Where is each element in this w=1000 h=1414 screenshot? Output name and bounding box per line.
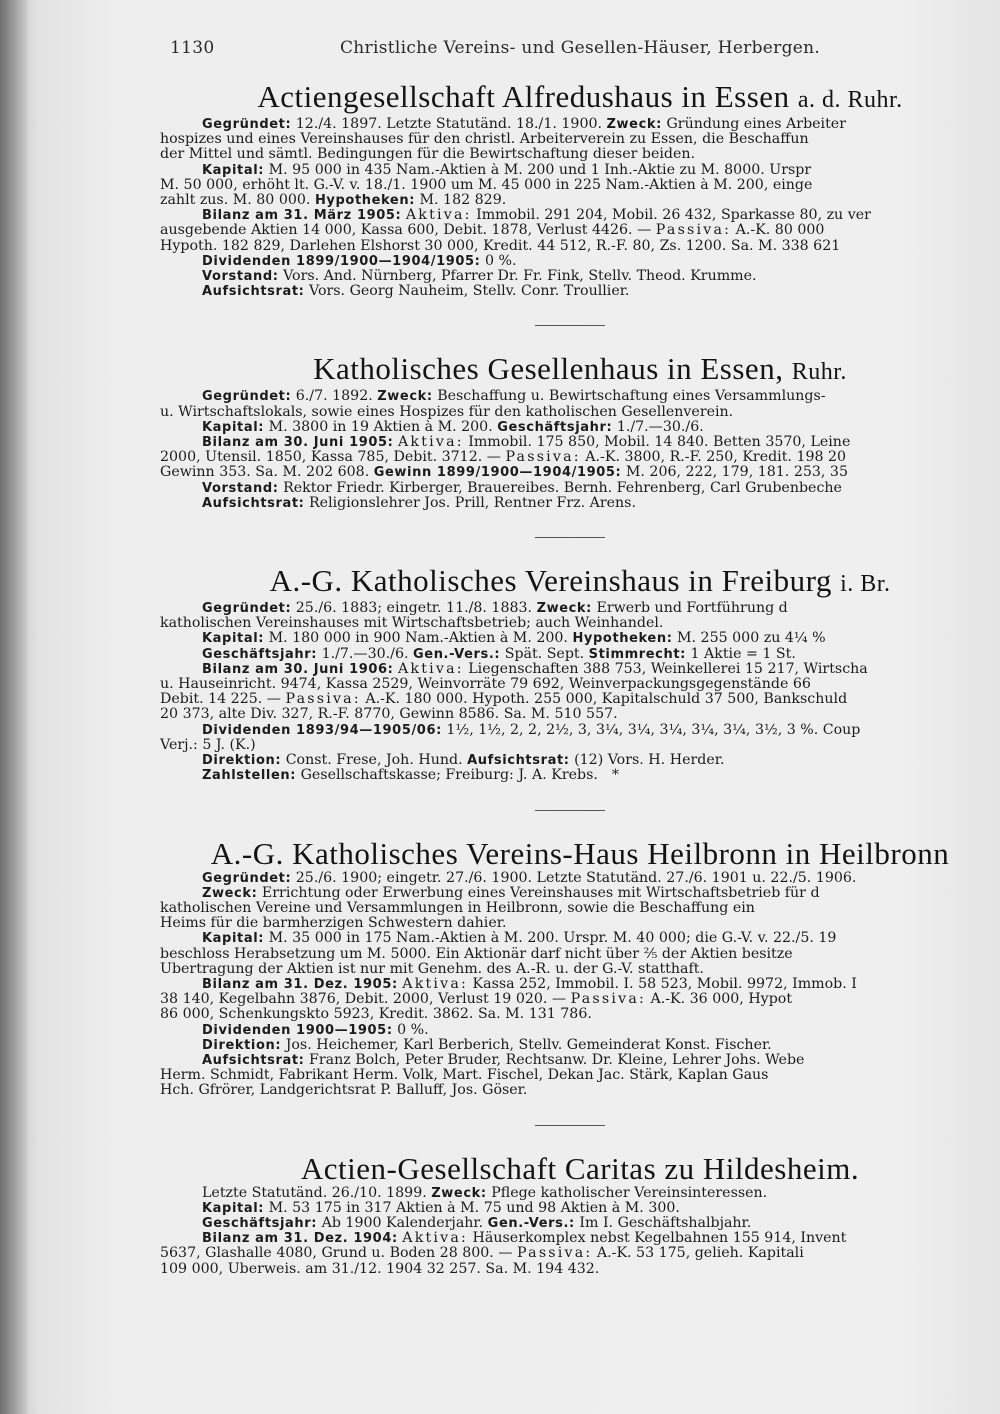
field-text: Immobil. 291 204, Mobil. 26 432, Sparkasse 80, zu ver: [476, 208, 871, 224]
field-text: 6./7. 1892.: [295, 389, 373, 405]
entry-line: [160, 1201, 1000, 1216]
field-text: Heims für die barmherzigen Schwestern dahier.: [160, 916, 507, 932]
field-label: Bilanz am 30. Juni 1905:: [202, 435, 394, 451]
company-title-main: Katholisches Gesellenhaus in Essen,: [313, 351, 784, 387]
entry-line: [160, 992, 1000, 1007]
field-text: Ab 1900 Kalenderjahr.: [321, 1215, 484, 1231]
field-label: Direktion:: [202, 753, 282, 769]
balance-side-label: Passiva:: [285, 692, 361, 708]
field-label: Vorstand:: [202, 480, 279, 496]
field-text: Pflege katholischer Vereinsinteressen.: [491, 1185, 768, 1201]
company-entry: [160, 837, 1000, 1099]
field-text: 1./7.—30./6.: [321, 646, 409, 662]
entry-line: [160, 1231, 1000, 1246]
section-divider: [535, 325, 605, 326]
entry-line: [160, 692, 1000, 707]
entry-line: [160, 481, 1000, 496]
field-text: Kassa 252, Immobil. I. 58 523, Mobil. 9972, Immob. I: [472, 976, 857, 992]
field-text: 86 000, Schenkungskto 5923, Kredit. 3862. Sa. M. 131 786.: [160, 1007, 592, 1023]
entry-line: [160, 962, 1000, 977]
entry-line: [160, 601, 1000, 616]
entry-line: [160, 284, 1000, 299]
field-text: Im I. Geschäftshalbjahr.: [579, 1215, 752, 1231]
field-text: katholischen Vereine und Versammlungen in Heilbronn, sowie die Beschaffung ein: [160, 900, 755, 916]
field-text: Spät. Sept.: [504, 646, 585, 662]
field-text: Erwerb und Fortführung d: [596, 601, 788, 617]
company-title: [160, 1152, 1000, 1186]
field-text: M. 255 000 zu 4¼ %: [677, 631, 826, 647]
field-label: Hypotheken:: [314, 193, 415, 209]
entry-line: [160, 753, 1000, 768]
field-text: 38 140, Kegelbahn 3876, Debit. 2000, Verlust 19 020. —: [160, 992, 567, 1008]
field-text: Religionslehrer Jos. Prill, Rentner Frz. Arens.: [309, 495, 636, 511]
entry-line: [160, 496, 1000, 511]
field-label: Zweck:: [431, 1185, 487, 1201]
field-text: Häuserkomplex nebst Kegelbahnen 155 914, Invent: [472, 1231, 847, 1247]
balance-side-label: Aktiva:: [397, 435, 464, 451]
company-title-main: Actien-Gesellschaft Caritas zu Hildesheim.: [300, 1150, 860, 1186]
field-text: M. 206, 222, 179, 181. 253, 35: [625, 465, 848, 481]
field-label: Aufsichtsrat:: [202, 495, 305, 511]
field-label: Gegründet:: [202, 870, 292, 886]
entry-line: [160, 931, 1000, 946]
running-header: [170, 38, 970, 64]
running-title: Christliche Vereins- und Gesellen-Häuser, Herbergen.: [340, 38, 821, 58]
field-label: Geschäftsjahr:: [202, 1215, 318, 1231]
field-label: Geschäftsjahr:: [497, 419, 613, 435]
company-title: [160, 352, 1000, 389]
field-text: 1½, 1½, 2, 2, 2½, 3, 3¼, 3¼, 3¼, 3¼, 3¼, 3½, 3 %. Coup: [446, 722, 861, 738]
entry-line: [160, 405, 1000, 420]
field-label: Gen.-Vers.:: [413, 646, 501, 662]
field-label: Kapital:: [202, 931, 265, 947]
field-label: Gen.-Vers.:: [487, 1215, 575, 1231]
field-label: Zweck:: [606, 117, 662, 132]
entry-line: [160, 1186, 1000, 1201]
entry-line: [160, 178, 1000, 193]
entry-line: [160, 239, 1000, 254]
entry-line: [160, 450, 1000, 465]
field-label: Zweck:: [377, 389, 433, 405]
field-text: Übertragung der Aktien ist nur mit Genehm. des A.-R. u. der G.-V. statthaft.: [160, 961, 704, 977]
entry-line: [160, 1023, 1000, 1038]
entry-line: [160, 269, 1000, 284]
entry-line: [160, 886, 1000, 901]
entry-line: [160, 1262, 1000, 1277]
field-text: 12./4. 1897. Letzte Statutänd. 18./1. 1900.: [295, 117, 603, 132]
entry-line: [160, 147, 1000, 162]
field-text: A.-K. 80 000: [735, 223, 825, 239]
entry-line: [160, 1053, 1000, 1068]
field-label: Kapital:: [202, 162, 265, 178]
field-label: Hypotheken:: [572, 631, 673, 647]
field-label: Bilanz am 31. März 1905:: [202, 208, 402, 224]
entry-line: [160, 132, 1000, 147]
field-label: Gegründet:: [202, 601, 292, 617]
entry-line: [160, 223, 1000, 238]
entry-line: [160, 435, 1000, 450]
company-title-main: A.-G. Katholisches Vereins-Haus Heilbronn in Heilbronn: [210, 835, 950, 871]
entry-line: [160, 707, 1000, 722]
field-text: M. 180 000 in 900 Nam.-Aktien à M. 200.: [268, 631, 568, 647]
balance-side-label: Aktiva:: [402, 976, 469, 992]
section-divider: [535, 537, 605, 538]
entry-line: [160, 163, 1000, 178]
field-text: A.-K. 36 000, Hypot: [650, 992, 793, 1008]
field-text: 25./6. 1883; eingetr. 11./8. 1883.: [295, 601, 533, 617]
entry-line: [160, 768, 1000, 783]
field-label: Aufsichtsrat:: [202, 284, 305, 300]
entry-line: [160, 389, 1000, 404]
field-label: Aufsichtsrat:: [467, 753, 570, 769]
field-text: 1./7.—30./6.: [616, 419, 704, 435]
field-text: Herm. Schmidt, Fabrikant Herm. Volk, Mart. Fischel, Dekan Jac. Stärk, Kaplan Gaus: [160, 1068, 769, 1084]
company-title: [160, 80, 1000, 117]
field-text: Verj.: 5 J. (K.): [160, 737, 256, 753]
entry-line: [160, 738, 1000, 753]
field-text: Jos. Heichemer, Karl Berberich, Stellv. Gemeinderat Konst. Fischer.: [285, 1037, 772, 1053]
field-label: Kapital:: [202, 419, 265, 435]
field-label: Bilanz am 30. Juni 1906:: [202, 661, 394, 677]
entry-line: [160, 1007, 1000, 1022]
entry-line: [160, 977, 1000, 992]
company-title: [160, 564, 1000, 601]
entry-line: [160, 631, 1000, 646]
field-text: Rektor Friedr. Kirberger, Brauereibes. Bernh. Fehrenberg, Carl Grubenbeche: [283, 480, 842, 496]
entry-line: [160, 465, 1000, 480]
entry-line: [160, 723, 1000, 738]
entry-line: [160, 947, 1000, 962]
field-text: Vors. Georg Nauheim, Stellv. Conr. Troullier.: [309, 284, 630, 300]
company-title-main: Actiengesellschaft Alfredushaus in Essen: [257, 79, 790, 114]
field-text: 5637, Glashalle 4080, Grund u. Boden 28 800. —: [160, 1246, 513, 1262]
field-label: Dividenden 1893/94—1905/06:: [202, 722, 442, 738]
field-text: 0 %.: [397, 1022, 429, 1038]
field-text: hospizes und eines Vereinshauses für den christl. Arbeiterverein zu Essen, die Beschaffun: [160, 132, 809, 148]
field-text: katholischen Vereinshauses mit Wirtschaftsbetrieb; auch Weinhandel.: [160, 616, 664, 632]
field-label: Dividenden 1900—1905:: [202, 1022, 393, 1038]
field-label: Gewinn 1899/1900—1904/1905:: [373, 465, 622, 481]
field-text: A.-K. 53 175, gelieh. Kapitali: [596, 1246, 804, 1262]
field-text: 25./6. 1900; eingetr. 27./6. 1900. Letzte Statutänd. 27./6. 1901 u. 22./5. 1906.: [295, 870, 857, 886]
field-text: Liegenschaften 388 753, Weinkellerei 15 217, Wirtscha: [468, 661, 868, 677]
field-text: (12) Vors. H. Herder.: [574, 753, 725, 769]
entry-line: [160, 420, 1000, 435]
entry-line: [160, 254, 1000, 269]
book-binding-shadow: [0, 0, 28, 1414]
field-text: beschloss Herabsetzung um M. 5000. Ein Aktionär darf nicht über ⅖ der Aktien besitze: [160, 946, 793, 962]
field-text: Immobil. 175 850, Mobil. 14 840. Betten 3570, Leine: [468, 435, 851, 451]
balance-side-label: Passiva:: [505, 450, 581, 466]
field-text: Gründung eines Arbeiter: [666, 117, 846, 132]
field-text: Const. Frese, Joh. Hund.: [285, 753, 463, 769]
field-text: u. Wirtschaftslokals, sowie eines Hospizes für den katholischen Gesellenverein.: [160, 404, 734, 420]
field-label: Kapital:: [202, 1200, 265, 1216]
balance-side-label: Aktiva:: [402, 1231, 469, 1247]
company-title-main: A.-G. Katholisches Vereinshaus in Freiburg: [269, 563, 832, 599]
company-entry: [160, 564, 1000, 783]
company-title-suffix: i. Br.: [840, 571, 891, 598]
field-label: Gegründet:: [202, 389, 292, 405]
field-label: Kapital:: [202, 631, 265, 647]
field-text: der Mittel und sämtl. Bedingungen für die Bewirtschaftung dieser beiden.: [160, 147, 696, 163]
field-text: M. 50 000, erhöht lt. G.-V. v. 18./1. 1900 um M. 45 000 in 225 Nam.-Aktien à M. 200, einge: [160, 177, 813, 193]
section-divider: [535, 1125, 605, 1126]
field-text: u. Hauseinricht. 9474, Kassa 2529, Weinvorräte 79 692, Weinverpackungsgegenstände 66: [160, 677, 811, 693]
field-label: Vorstand:: [202, 269, 279, 285]
company-entry: [160, 352, 1000, 511]
entry-line: [160, 1038, 1000, 1053]
company-entry: [160, 1152, 1000, 1277]
entry-line: [160, 208, 1000, 223]
entry-line: [160, 901, 1000, 916]
entry-line: [160, 1083, 1000, 1098]
field-label: Aufsichtsrat:: [202, 1052, 305, 1068]
field-label: Zweck:: [536, 601, 592, 617]
field-text: Hch. Gfrörer, Landgerichtsrat P. Balluff, Jos. Göser.: [160, 1083, 528, 1099]
entry-line: [160, 662, 1000, 677]
balance-side-label: Passiva:: [570, 992, 646, 1008]
field-text: M. 35 000 in 175 Nam.-Aktien à M. 200. Urspr. M. 40 000; die G.-V. v. 22./5. 19: [268, 931, 837, 947]
field-text: 109 000, Überweis. am 31./12. 1904 32 257. Sa. M. 194 432.: [160, 1261, 600, 1277]
field-text: Hypoth. 182 829, Darlehen Elshorst 30 000, Kredit. 44 512, R.-F. 80, Zs. 1200. Sa. M. 338 621: [160, 238, 841, 254]
entry-line: [160, 1246, 1000, 1261]
entry-line: [160, 916, 1000, 931]
entry-line: [160, 647, 1000, 662]
field-label: Zweck:: [202, 885, 258, 901]
field-text: ausgebende Aktien 14 000, Kassa 600, Debit. 1878, Verlust 4426. —: [160, 223, 652, 239]
field-label: Geschäftsjahr:: [202, 646, 318, 662]
field-text: 1 Aktie = 1 St.: [690, 646, 796, 662]
balance-side-label: Passiva:: [655, 223, 732, 239]
entry-line: [160, 193, 1000, 208]
section-divider: [535, 810, 605, 811]
page-number: 1130: [170, 38, 215, 58]
entry-line: [160, 616, 1000, 631]
entry-line: [160, 1068, 1000, 1083]
entry-line: [160, 677, 1000, 692]
balance-side-label: Aktiva:: [397, 661, 464, 677]
balance-side-label: Aktiva:: [405, 208, 472, 224]
field-label: Bilanz am 31. Dez. 1905:: [202, 976, 398, 992]
field-text: Beschaffung u. Bewirtschaftung eines Versammlungs-: [437, 389, 826, 405]
field-text: Letzte Statutänd. 26./10. 1899.: [202, 1185, 427, 1201]
field-text: A.-K. 180 000. Hypoth. 255 000, Kapitalschuld 37 500, Bankschuld: [365, 692, 848, 708]
company-title-suffix: a. d. Ruhr.: [797, 87, 903, 113]
footnote-mark: *: [611, 768, 619, 784]
company-title: [160, 837, 1000, 871]
field-text: M. 182 829.: [419, 193, 507, 209]
field-text: M. 53 175 in 317 Aktien à M. 75 und 98 Aktien à M. 300.: [268, 1200, 680, 1216]
field-text: A.-K. 3800, R.-F. 250, Kredit. 198 20: [585, 450, 847, 466]
company-title-suffix: Ruhr.: [791, 359, 847, 386]
balance-side-label: Passiva:: [517, 1246, 593, 1262]
page-content: [160, 80, 1000, 1277]
entry-line: [160, 117, 1000, 132]
field-text: 20 373, alte Div. 327, R.-F. 8770, Gewinn 8586. Sa. M. 510 557.: [160, 707, 618, 723]
field-label: Stimmrecht:: [588, 646, 686, 662]
field-label: Direktion:: [202, 1037, 282, 1053]
field-text: 0 %.: [485, 253, 517, 269]
field-text: Gewinn 353. Sa. M. 202 608.: [160, 465, 370, 481]
field-text: Errichtung oder Erwerbung eines Vereinshauses mit Wirtschaftsbetrieb für d: [261, 885, 820, 901]
field-text: Gesellschaftskasse; Freiburg: J. A. Krebs.: [300, 768, 598, 784]
field-text: zahlt zus. M. 80 000.: [160, 193, 311, 209]
field-label: Zahlstellen:: [202, 768, 297, 784]
field-label: Dividenden 1899/1900—1904/1905:: [202, 253, 481, 269]
field-label: Gegründet:: [202, 117, 292, 132]
field-text: Vors. And. Nürnberg, Pfarrer Dr. Fr. Fink, Stellv. Theod. Krumme.: [283, 269, 757, 285]
field-text: Debit. 14 225. —: [160, 692, 281, 708]
field-text: M. 95 000 in 435 Nam.-Aktien à M. 200 und 1 Inh.-Aktie zu M. 8000. Urspr: [268, 162, 812, 178]
company-entry: [160, 80, 1000, 299]
field-text: M. 3800 in 19 Aktien à M. 200.: [268, 419, 493, 435]
entry-line: [160, 871, 1000, 886]
field-text: Franz Bolch, Peter Bruder, Rechtsanw. Dr. Kleine, Lehrer Johs. Webe: [309, 1052, 805, 1068]
field-text: 2000, Utensil. 1850, Kassa 785, Debit. 3712. —: [160, 450, 501, 466]
field-label: Bilanz am 31. Dez. 1904:: [202, 1231, 398, 1247]
entry-line: [160, 1216, 1000, 1231]
